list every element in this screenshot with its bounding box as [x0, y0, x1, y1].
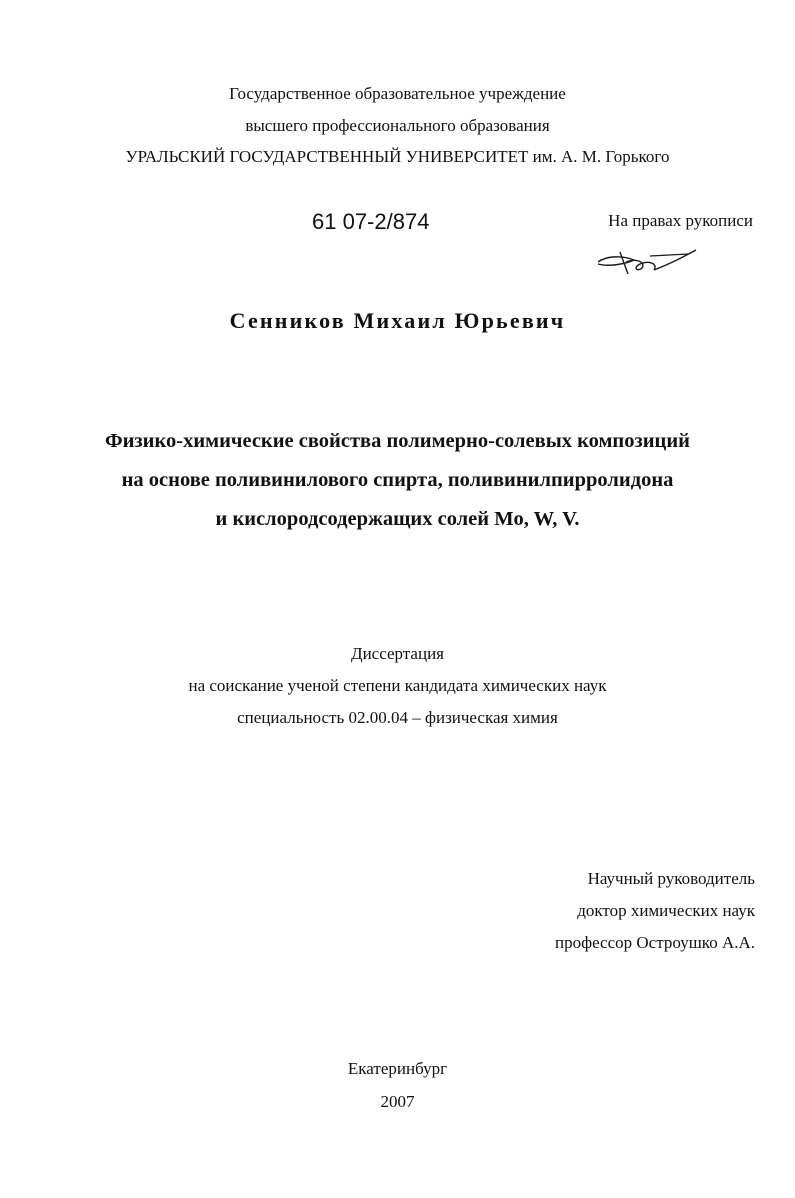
supervisor-degree: доктор химических наук [577, 901, 755, 920]
thesis-specialty: специальность 02.00.04 – физическая химия [237, 708, 558, 727]
thesis-title-line-2: на основе поливинилового спирта, поливинилпирролидона [121, 469, 674, 491]
handwritten-signature [592, 240, 702, 280]
supervisor-role: Научный руководитель [587, 869, 755, 888]
institution-line-3: УРАЛЬСКИЙ ГОСУДАРСТВЕННЫЙ УНИВЕРСИТЕТ им. А. М. Горького [125, 147, 670, 166]
institution-line-1: Государственное образовательное учреждение [229, 84, 566, 103]
thesis-degree: на соискание ученой степени кандидата химических наук [188, 676, 607, 695]
footer-year: 2007 [380, 1092, 415, 1111]
thesis-title-line-1: Физико-химические свойства полимерно-солевых композиций [105, 430, 690, 452]
thesis-type: Диссертация [350, 644, 444, 663]
author-name: Сенников Михаил Юрьевич [229, 308, 566, 333]
manuscript-rights-note: На правах рукописи [608, 211, 753, 230]
supervisor-name: профессор Остроушко А.А. [554, 933, 755, 952]
institution-line-2: высшего профессионального образования [245, 116, 550, 135]
footer-city: Екатеринбург [347, 1059, 448, 1078]
archive-code: 61 07-2/874 [312, 209, 430, 234]
thesis-title-line-3: и кислородсодержащих солей Mo, W, V. [215, 508, 580, 530]
